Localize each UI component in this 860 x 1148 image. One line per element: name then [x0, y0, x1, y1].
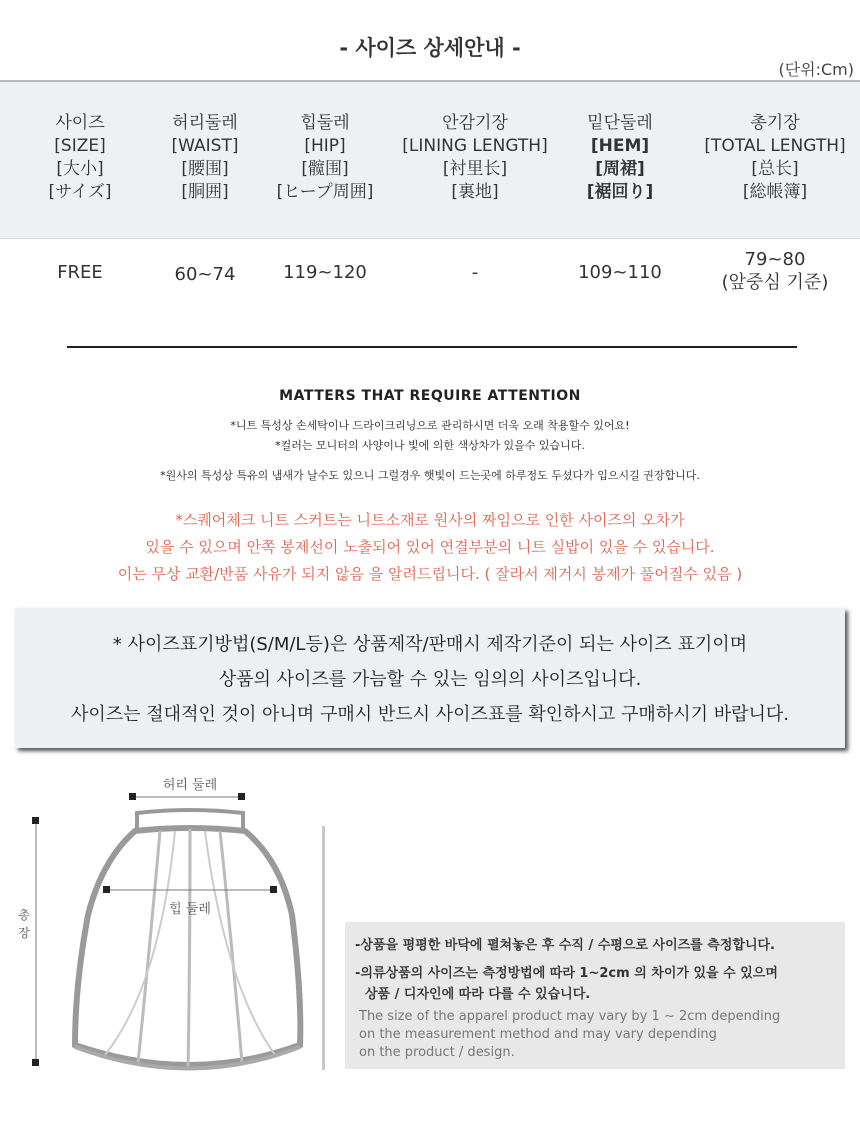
length-label: 총	[18, 908, 30, 922]
measure-note: -상품을 평평한 바닥에 펼쳐놓은 후 수직 / 수평으로 사이즈를 측정합니다.	[355, 938, 775, 953]
hip-label: 힙 둘레	[169, 902, 211, 917]
page-title: - 사이즈 상세안내 -	[339, 36, 521, 60]
skirt-measurement-diagram	[10, 765, 330, 1095]
measure-note-en: on the measurement method and may vary depending	[359, 1027, 717, 1042]
measure-note-en: on the product / design.	[359, 1045, 515, 1060]
knit-warning: *스퀘어체크 니트 스커트는 니트소재로 원사의 짜임으로 인한 사이즈의 오차가 있을 수 있으며 안쪽 봉제선이 노출되어 있어 연결부분의 니트 실밥이 있을 수 있습니다. 이는 무상 교환/반품 사유가 되지 않음 을 알려드립니다. ( 잘라서 제거시 봉제가 풀어질수 있음 )	[117, 511, 743, 583]
measure-note: -의류상품의 사이즈는 측정방법에 따라 1~2cm 의 차이가 있을 수 있으며	[355, 966, 778, 981]
cell-lining-length: -	[471, 262, 479, 283]
waist-marker-right	[238, 793, 245, 800]
hip-marker-left	[103, 886, 110, 893]
hip-marker-right	[270, 886, 277, 893]
length-marker-bottom	[32, 1059, 39, 1066]
cell-hip: 119~120	[283, 262, 367, 283]
header-size: 사이즈 [SIZE] [大小] [サイズ]	[48, 113, 112, 202]
diagram-divider	[322, 826, 325, 1070]
header-hip: 힙둘레 [HIP] [髋围] [ヒープ周囲]	[276, 113, 374, 202]
measurement-info-box	[345, 922, 845, 1069]
header-total-length: 총기장 [TOTAL LENGTH] [总长] [総帳簿]	[704, 113, 846, 202]
cell-size: FREE	[57, 262, 103, 283]
section-divider	[67, 346, 797, 348]
size-notice-line: 상품의 사이즈를 가늠할 수 있는 임의의 사이즈입니다.	[218, 669, 642, 690]
matters-heading: MATTERS THAT REQUIRE ATTENTION	[279, 388, 581, 404]
waist-label: 허리 둘레	[162, 778, 218, 793]
size-notice-line: * 사이즈표기방법(S/M/L등)은 상품제작/판매시 제작기준이 되는 사이즈 표기이며	[112, 634, 748, 655]
cell-total-length: 79~80 (앞중심 기준)	[721, 249, 829, 293]
header-waist: 허리둘레 [WAIST] [腰围] [胴囲]	[171, 113, 239, 202]
measure-note-en: The size of the apparel product may vary by 1 ~ 2cm depending	[359, 1009, 781, 1024]
odor-note: *원사의 특성상 특유의 냄새가 날수도 있으니 그럴경우 햇빛이 드는곳에 하루정도 두셨다가 입으시길 권장합니다.	[160, 469, 700, 482]
cell-waist: 60~74	[174, 264, 236, 285]
header-hem: 밑단둘레 [HEM] [周裙] [裾回り]	[586, 113, 654, 202]
cell-hem: 109~110	[578, 262, 662, 283]
size-notice-box	[15, 608, 845, 748]
care-note: *니트 특성상 손세탁이나 드라이크리닝으로 관리하시면 더욱 오래 착용할수 있어요!	[230, 419, 630, 432]
size-notice-line: 사이즈는 절대적인 것이 아니며 구매시 반드시 사이즈표를 확인하시고 구매하시기 바랍니다.	[71, 704, 789, 725]
waist-marker-left	[129, 793, 136, 800]
length-marker-top	[32, 817, 39, 824]
size-table-header	[0, 82, 860, 239]
length-label: 장	[18, 926, 30, 940]
measure-note: 상품 / 디자인에 따라 다를 수 있습니다.	[365, 987, 591, 1002]
header-lining-length: 안감기장 [LINING LENGTH] [衬里长] [裏地]	[402, 113, 548, 202]
color-note: *컬러는 모니터의 사양이나 빛에 의한 색상차가 있을수 있습니다.	[275, 439, 585, 452]
unit-label: (단위:Cm)	[778, 60, 854, 79]
